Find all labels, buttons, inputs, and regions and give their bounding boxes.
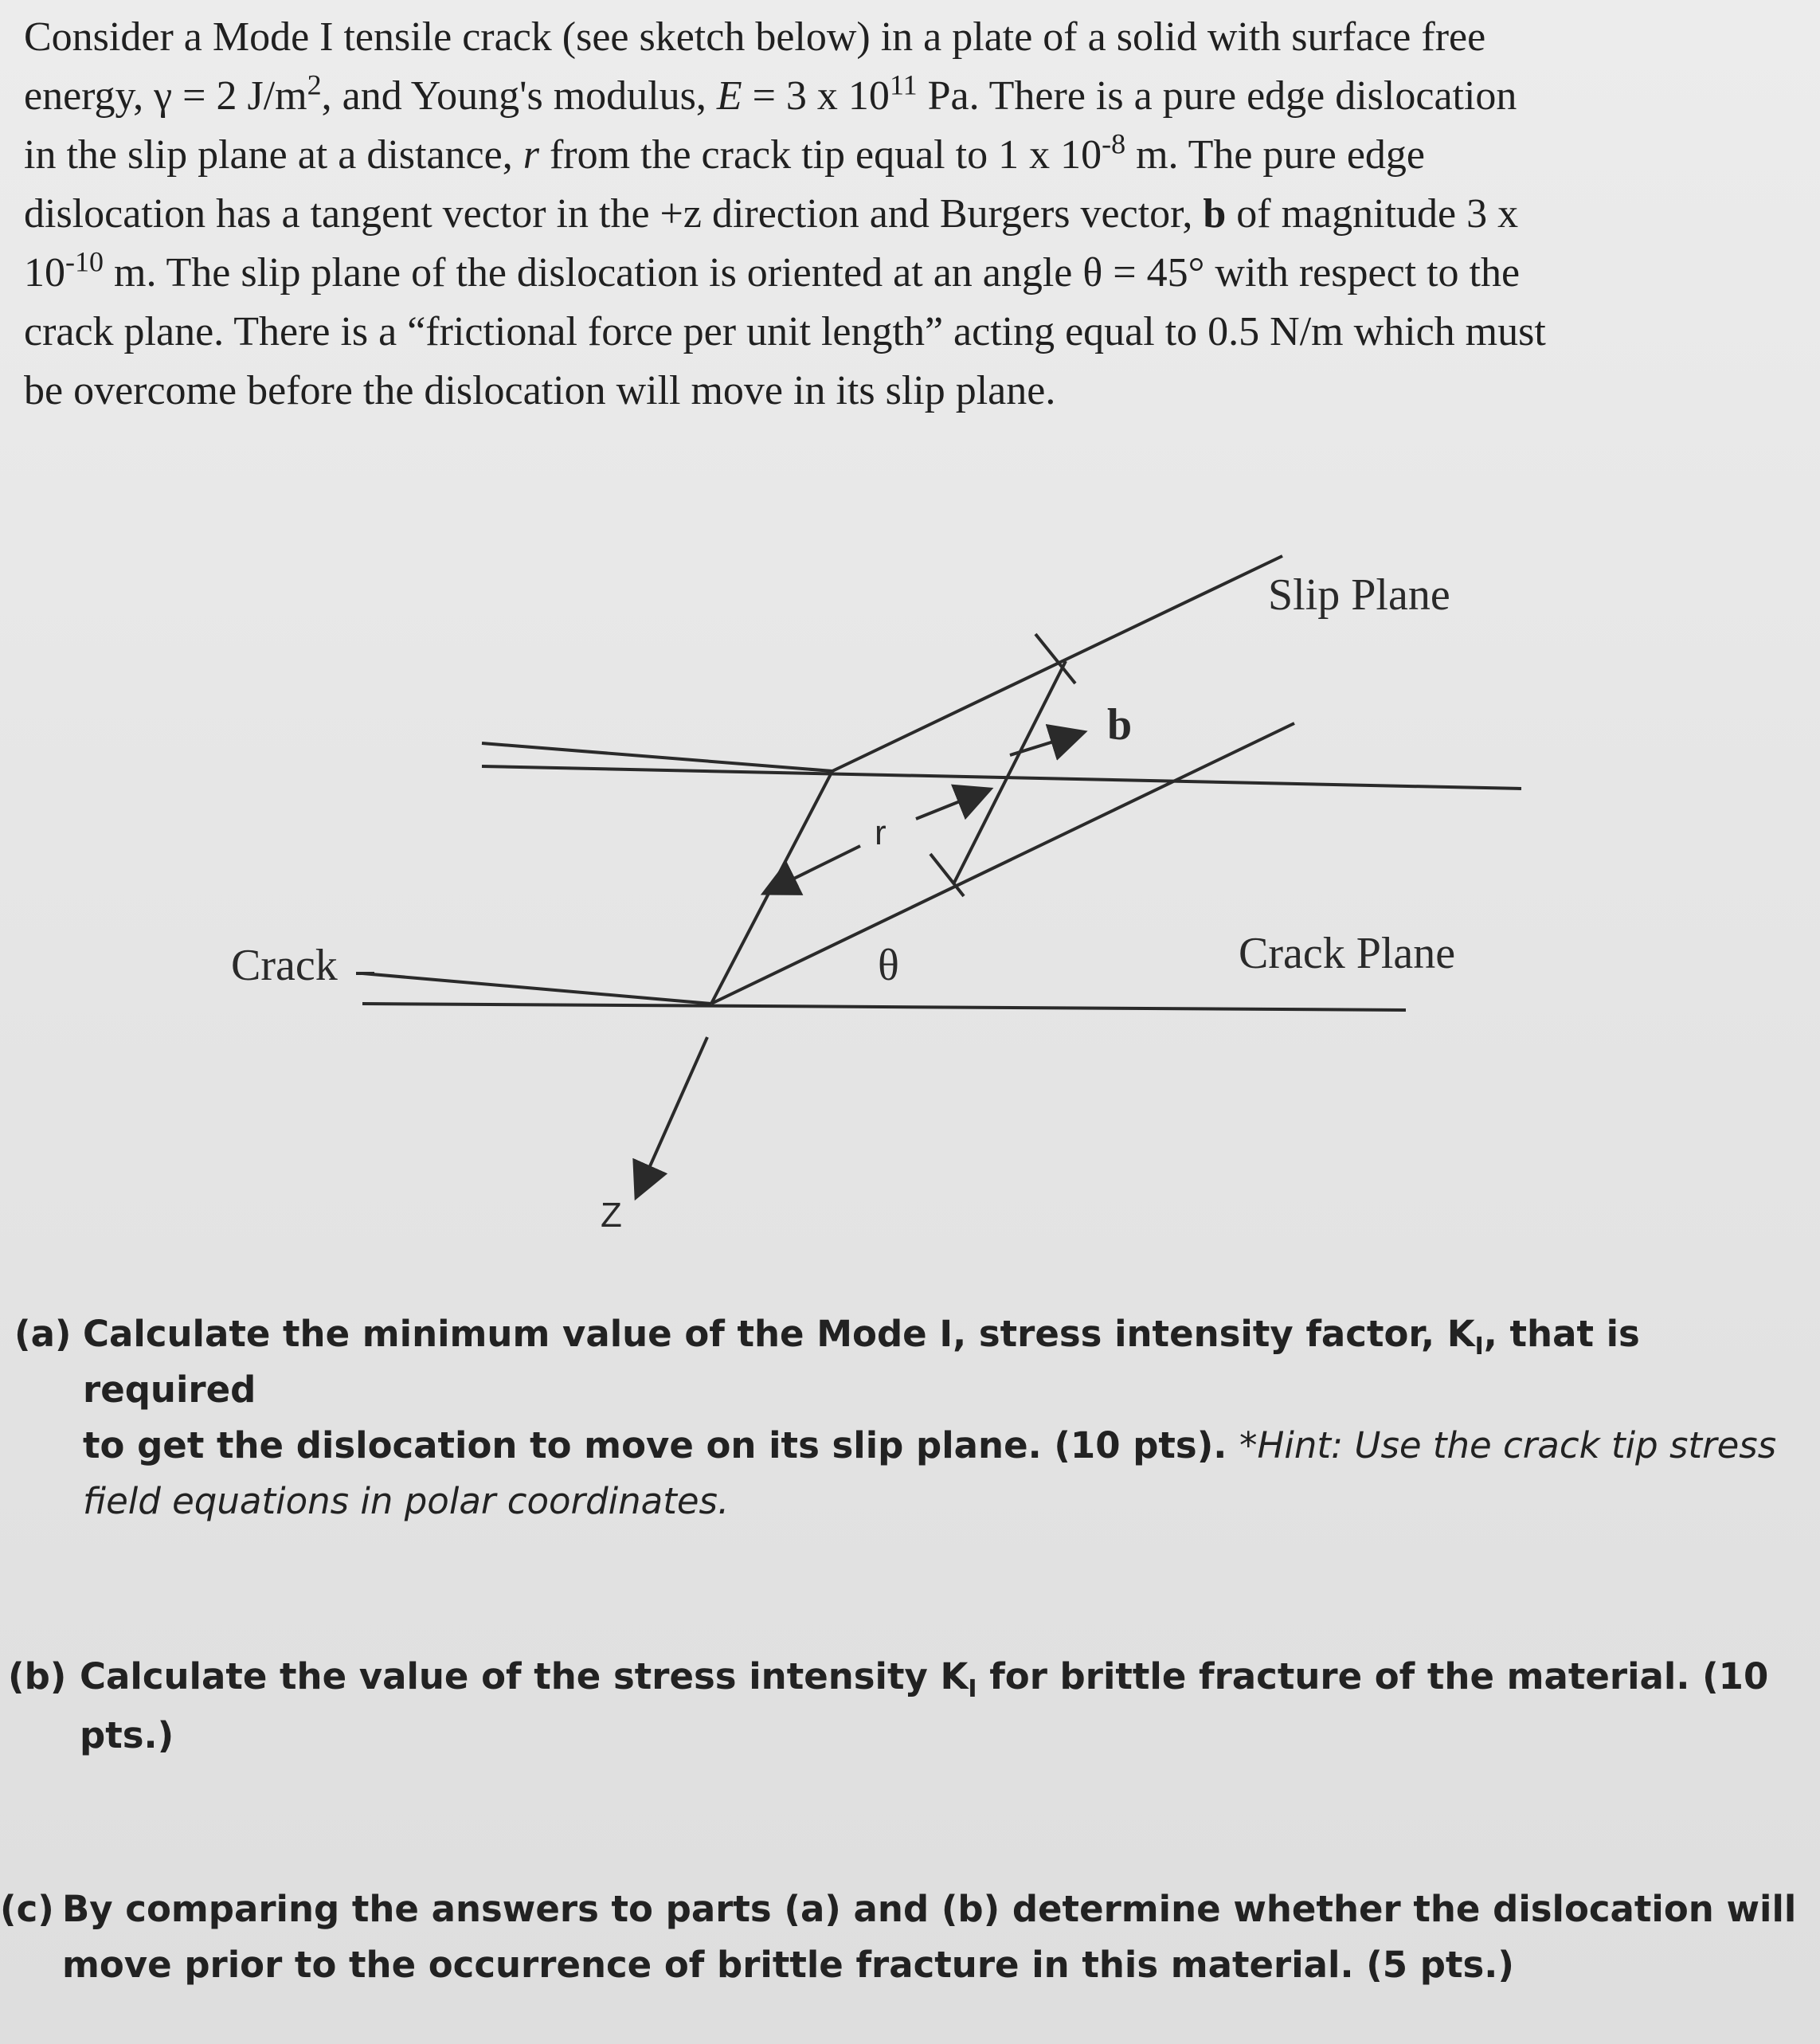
- r-arrow-right: [916, 790, 988, 819]
- upper-crack-face: [362, 973, 711, 1004]
- intro-line-2: energy, γ = 2 $J/m^2$, and Young's modulus, E = 3 x $10^{11}$ Pa. There is a pure edge dislocation: [24, 69, 1517, 119]
- question-b-marker: (b): [8, 1655, 67, 1697]
- question-b-body: [8, 1649, 1800, 1764]
- question-a-marker: (a): [14, 1313, 72, 1355]
- intro-line-1: Consider a Mode I tensile crack (see sketch below) in a plate of a solid with surface free: [24, 14, 1486, 60]
- question-b-line-1: Calculate the value of the stress intensity $K_I$ for brittle fracture of the material. (10: [80, 1655, 1769, 1703]
- r-label: r: [875, 813, 887, 852]
- sketch-lines: [356, 556, 1521, 1195]
- burgers-vector-arrow: [1010, 733, 1082, 755]
- question-a-line-3: field equations in polar coordinates.: [83, 1480, 730, 1522]
- intro-line-4: dislocation has a tangent vector in the +z direction and Burgers vector, b of magnitude 3 x: [24, 191, 1519, 237]
- question-a: [14, 1306, 1798, 1529]
- intro-line-7: be overcome before the dislocation will move in its slip plane.: [24, 368, 1056, 413]
- z-axis-label: Z: [601, 1196, 622, 1235]
- crack-plane-line: [362, 1004, 1406, 1010]
- question-b-line-2: pts.): [80, 1714, 174, 1756]
- question-c-line-2: move prior to the occurrence of brittle fracture in this material. (5 pts.): [62, 1944, 1514, 1986]
- question-a-line-2: to get the dislocation to move on its slip plane. (10 pts). *Hint: Use the crack tip stress: [83, 1424, 1777, 1466]
- burgers-vector-label: b: [1107, 700, 1133, 750]
- intro-line-5: $10^{-10}$ m. The slip plane of the dislocation is oriented at an angle θ = 45° with respect to the: [24, 245, 1521, 296]
- question-b: [8, 1649, 1800, 1764]
- slip-plane-label: Slip Plane: [1268, 570, 1450, 620]
- question-c-body: [0, 1881, 1800, 1993]
- question-c-line-1: By comparing the answers to parts (a) and (b) determine whether the dislocation will: [62, 1888, 1797, 1930]
- lower-slip-line: [711, 723, 1294, 1004]
- intro-line-6: crack plane. There is a “frictional force per unit length” acting equal to 0.5 N/m which must: [24, 309, 1546, 354]
- dislocation-stem: [954, 661, 1066, 883]
- question-a-line-1: Calculate the minimum value of the Mode I, stress intensity factor, $K_I$, that is required: [83, 1313, 1640, 1411]
- crack-plane-label: Crack Plane: [1239, 929, 1456, 978]
- intro-line-3: in the slip plane at a distance, r from the crack tip equal to 1 x $10^{-8}$ m. The pure edge: [24, 127, 1425, 178]
- crack-label: Crack: [231, 941, 338, 990]
- tip-to-upper-line: [711, 771, 832, 1004]
- z-axis-arrow: [637, 1037, 707, 1195]
- theta-label: θ: [878, 941, 899, 990]
- question-a-body: [14, 1306, 1798, 1529]
- question-c-marker: (c): [0, 1888, 54, 1930]
- question-c: [0, 1881, 1800, 1993]
